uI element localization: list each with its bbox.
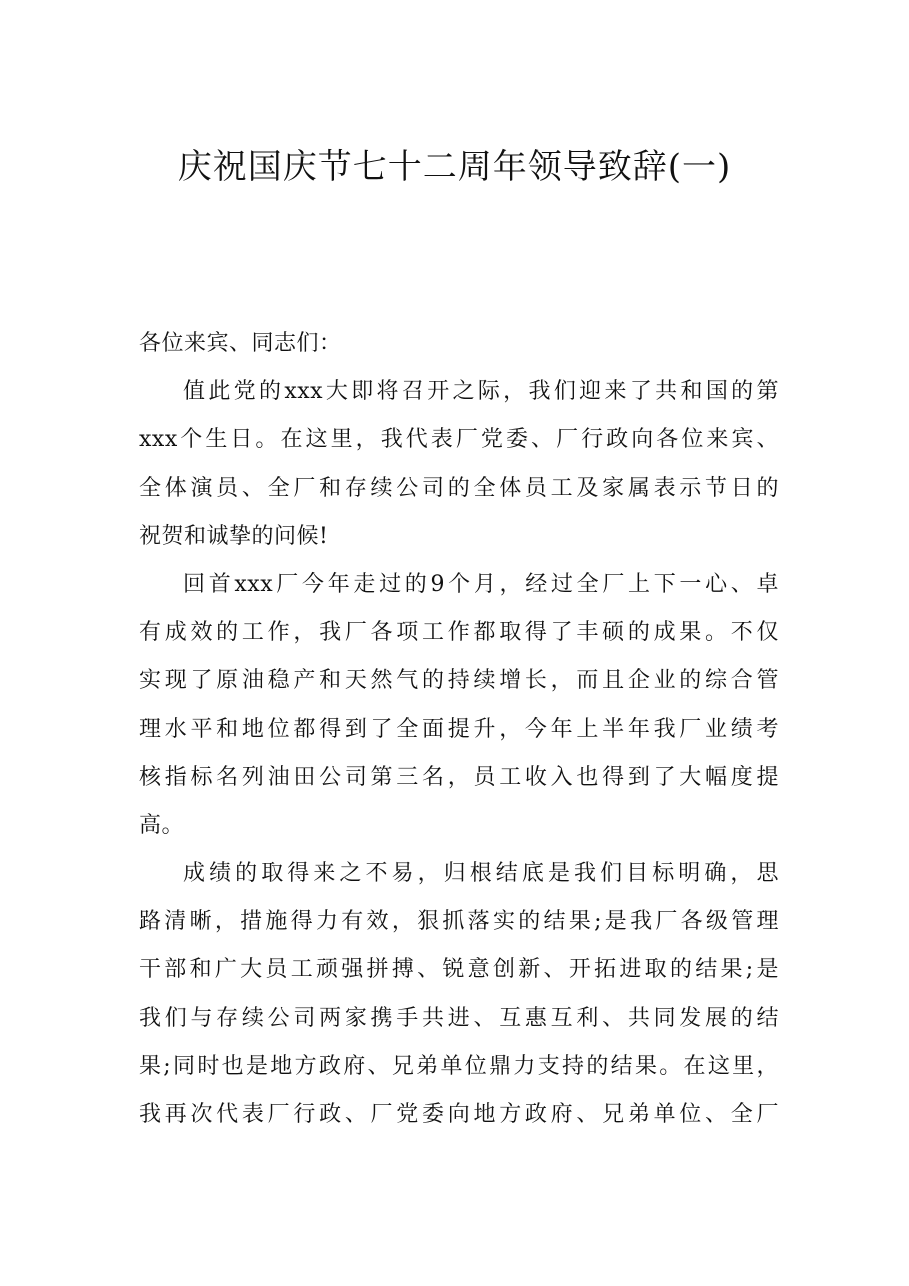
- paragraph-1-line: 祝贺和诚挚的问候!: [139, 523, 329, 549]
- document-body: [139, 320, 779, 1139]
- paragraph-3-line: 成绩的取得来之不易，归根结底是我们目标明确，思: [183, 861, 779, 887]
- paragraph-3-line: 路清晰，措施得力有效，狠抓落实的结果;是我厂各级管理: [139, 909, 779, 935]
- salutation-line: 各位来宾、同志们：: [139, 331, 342, 356]
- paragraph-2-line: 有成效的工作，我厂各项工作都取得了丰硕的成果。不仅: [139, 620, 779, 646]
- paragraph-3-line: 我再次代表厂行政、厂党委向地方政府、兄弟单位、全厂: [139, 1102, 779, 1127]
- paragraph-2-line: 核指标名列油田公司第三名，员工收入也得到了大幅度提: [139, 764, 779, 790]
- paragraph-1-line: 全体演员、全厂和存续公司的全体员工及家属表示节日的: [139, 475, 779, 501]
- paragraph-2-line: 实现了原油稳产和天然气的持续增长，而且企业的综合管: [139, 668, 779, 694]
- paragraph-1-line: xxx个生日。在这里，我代表厂党委、厂行政向各位来宾、: [139, 427, 779, 453]
- paragraph-2-line: 高。: [139, 812, 185, 838]
- paragraph-3-line: 我们与存续公司两家携手共进、互惠互利、共同发展的结: [139, 1005, 779, 1031]
- document-title: 庆祝国庆节七十二周年领导致辞(一): [177, 147, 732, 187]
- paragraph-3-line: 干部和广大员工顽强拼搏、锐意创新、开拓进取的结果;是: [139, 957, 779, 983]
- paragraph-3-line: 果;同时也是地方政府、兄弟单位鼎力支持的结果。在这里，: [139, 1053, 779, 1079]
- paragraph-2-line: 理水平和地位都得到了全面提升，今年上半年我厂业绩考: [139, 716, 779, 742]
- paragraph-2-line: 回首xxx厂今年走过的9个月，经过全厂上下一心、卓: [183, 571, 779, 597]
- paragraph-1-line: 值此党的xxx大即将召开之际，我们迎来了共和国的第: [183, 379, 779, 405]
